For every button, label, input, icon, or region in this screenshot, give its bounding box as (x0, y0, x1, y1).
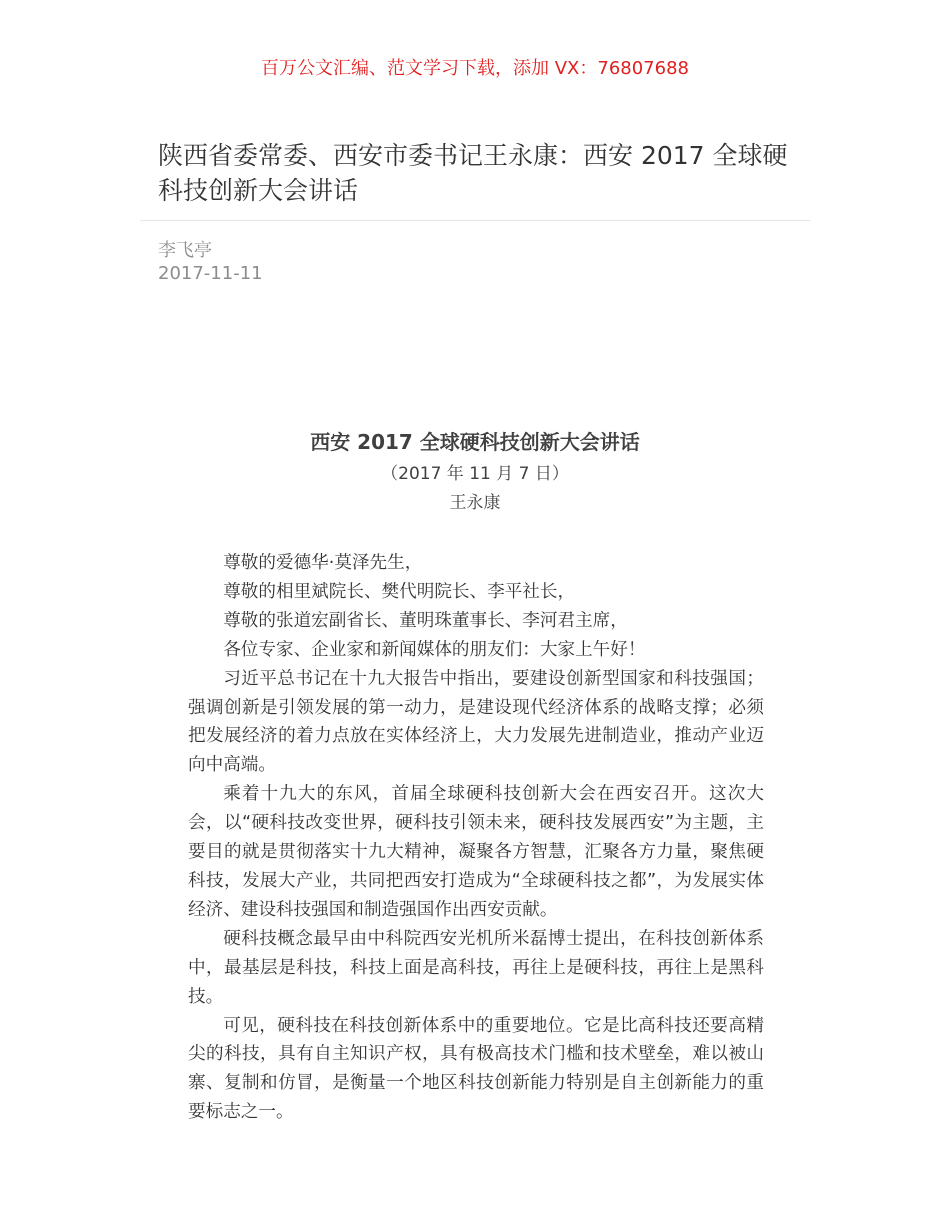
body-paragraph: 习近平总书记在十九大报告中指出，要建设创新型国家和科技强国；强调创新是引领发展的第一动力，是建设现代经济体系的战略支撑；必须把发展经济的着力点放在实体经济上，大力发展先进制造业，推动产业迈向中高端。 (188, 668, 764, 776)
greeting-paragraph: 各位专家、企业家和新闻媒体的朋友们：大家上午好！ (223, 639, 646, 660)
article-date: 2017-11-11 (158, 263, 263, 284)
body-paragraph: 可见，硬科技在科技创新体系中的重要地位。它是比高科技还要高精尖的科技，具有自主知识产权，具有极高技术门槛和技术壁垒，难以被山寨、复制和仿冒，是衡量一个地区科技创新能力特别是自主创新能力的重要标志之一。 (188, 1015, 764, 1123)
speech-date: （2017 年 11 月 7 日） (381, 464, 569, 484)
speech-speaker: 王永康 (449, 493, 501, 513)
salutation-paragraph: 尊敬的爱德华·莫泽先生， (223, 553, 423, 573)
speech-body (188, 549, 764, 1127)
body-paragraph: 乘着十九大的东风，首届全球硬科技创新大会在西安召开。这次大会，以“硬科技改变世界，硬科技引领未来，硬科技发展西安”为主题，主要目的就是贯彻落实十九大精神，凝聚各方智慧，汇聚各方力量，聚焦硬科技，发展大产业，共同把西安打造成为“全球硬科技之都”，为发展实体经济、建设科技强国和制造强国作出西安贡献。 (188, 784, 764, 920)
speech-title: 西安 2017 全球硬科技创新大会讲话 (310, 430, 640, 454)
article-author: 李飞亭 (158, 240, 212, 261)
promo-banner: 百万公文汇编、范文学习下载，添加 VX：76807688 (261, 58, 689, 79)
title-divider (140, 220, 810, 221)
salutation-paragraph: 尊敬的张道宏副省长、董明珠董事长、李河君主席， (223, 610, 628, 631)
salutation-paragraph: 尊敬的相里斌院长、樊代明院长、李平社长， (223, 581, 576, 602)
article-title: 陕西省委常委、西安市委书记王永康：西安 2017 全球硬科技创新大会讲话 (158, 141, 788, 205)
body-paragraph: 硬科技概念最早由中科院西安光机所米磊博士提出，在科技创新体系中，最基层是科技，科技上面是高科技，再往上是硬科技，再往上是黑科技。 (188, 928, 764, 1007)
